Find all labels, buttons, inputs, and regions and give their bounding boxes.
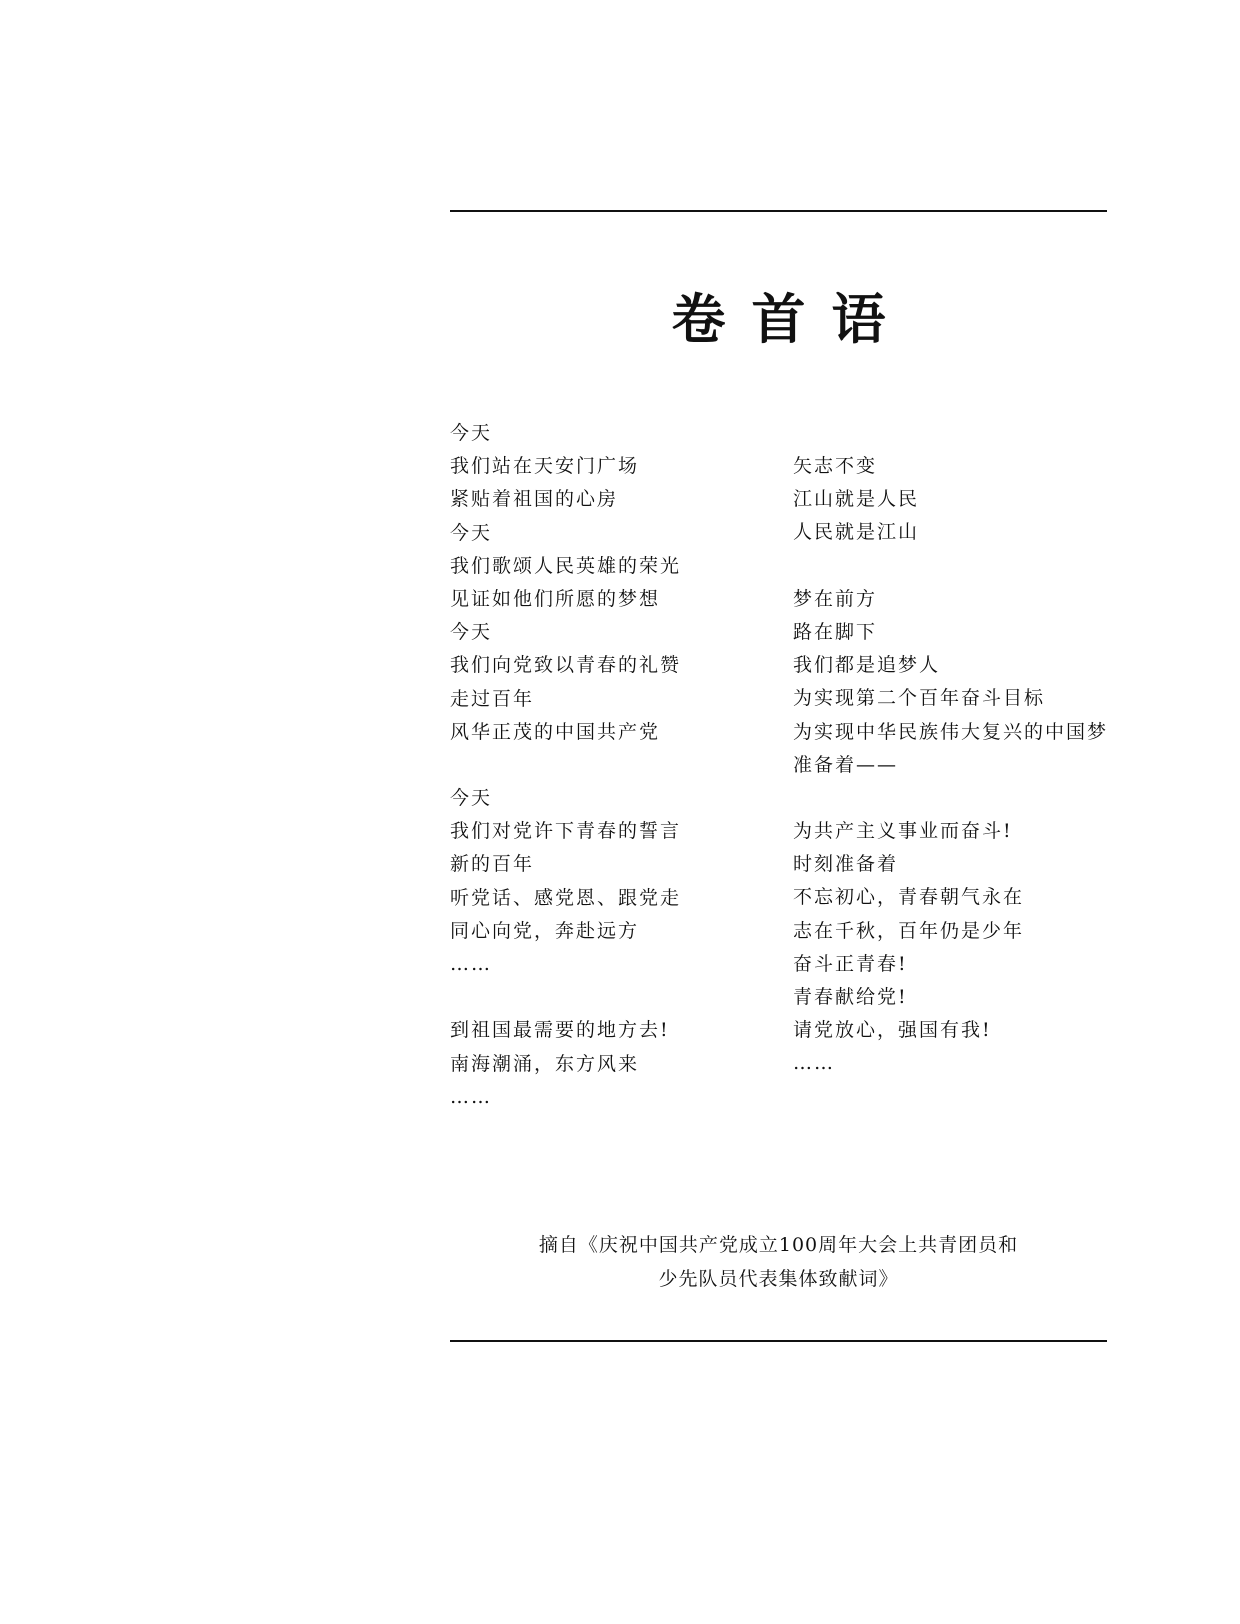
poem-line: 见证如他们所愿的梦想 [450,587,661,610]
poem-line: 今天 [450,422,493,444]
poem-right-column [793,450,1123,1081]
poem-line: …… [793,1052,835,1075]
poem-line: 不忘初心，青春朝气永在 [793,886,1025,909]
poem-line: 青春献给党! [793,986,908,1008]
poem-line: 今天 [450,521,493,544]
poem-line: 今天 [450,787,493,810]
poem-line: 我们对党许下青春的誓言 [450,820,682,843]
poem-line: 梦在前方 [793,587,878,610]
bottom-divider [450,1340,1107,1342]
poem-line: 为实现中华民族伟大复兴的中国梦 [793,720,1109,743]
top-divider [450,210,1107,212]
source-line-2: 少先队员代表集体致献词》 [658,1268,899,1290]
poem-line [450,749,770,782]
poem-line: 今天 [450,621,493,644]
poem-line: 我们向党致以青春的礼赞 [450,654,682,677]
poem-line: 紧贴着祖国的心房 [450,488,619,511]
poem-line: 矢志不变 [793,455,878,477]
poem-line: 准备着—— [793,753,899,776]
poem-line: 风华正茂的中国共产党 [450,720,661,743]
source-citation [450,1228,1107,1296]
poem-line: 人民就是江山 [793,521,920,544]
poem-line: 路在脚下 [793,620,878,643]
poem-line: 江山就是人民 [793,488,920,511]
poem-line: 到祖国最需要的地方去! [450,1019,670,1042]
poem-line: 同心向党，奔赴远方 [450,919,640,942]
poem-line: 志在千秋，百年仍是少年 [793,919,1025,942]
poem-line: 时刻准备着 [793,853,899,876]
poem-line: 奋斗正青春! [793,952,908,975]
poem-line [450,981,770,1014]
poem-line: 我们站在天安门广场 [450,455,640,478]
poem-line: 我们都是追梦人 [793,654,941,677]
poem-line: 为实现第二个百年奋斗目标 [793,687,1046,710]
poem-line: 听党话、感党恩、跟党走 [450,886,682,909]
poem-line: 新的百年 [450,853,535,876]
poem-line: 为共产主义事业而奋斗! [793,820,1013,843]
page-title: 卷首语 [671,287,912,352]
poem-line [793,550,1123,583]
poem-line: 南海潮涌，东方风来 [450,1052,640,1075]
poem-left-column [450,417,770,1114]
poem-line: 走过百年 [450,687,535,710]
poem-line [793,782,1123,815]
poem-line: …… [450,953,492,975]
poem-line: …… [450,1085,492,1108]
poem-line: 我们歌颂人民英雄的荣光 [450,554,682,577]
source-line-1: 摘自《庆祝中国共产党成立100周年大会上共青团员和 [538,1234,1019,1256]
poem-line: 请党放心，强国有我! [793,1019,992,1042]
